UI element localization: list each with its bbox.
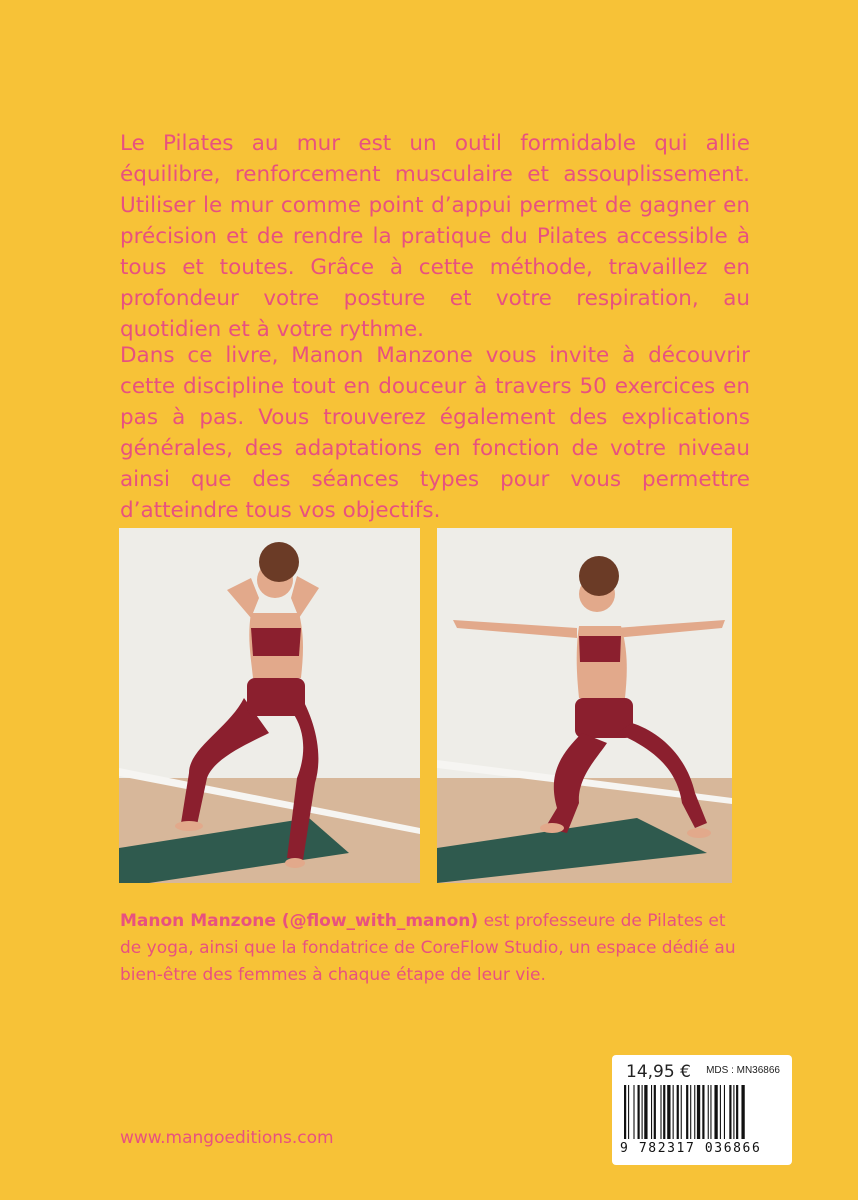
barcode-bar bbox=[736, 1085, 738, 1139]
mds-code: MDS : MN36866 bbox=[706, 1065, 780, 1076]
barcode-bar bbox=[633, 1085, 634, 1139]
barcode-bar bbox=[690, 1085, 691, 1139]
author-bio bbox=[120, 908, 750, 989]
barcode-bar bbox=[660, 1085, 661, 1139]
photo-wall-squat bbox=[119, 528, 420, 883]
barcode-bar bbox=[702, 1085, 704, 1139]
barcode-bar bbox=[644, 1085, 647, 1139]
barcode-bar bbox=[694, 1085, 695, 1139]
barcode-bar bbox=[741, 1085, 744, 1139]
photo-wall-lunge bbox=[437, 528, 732, 883]
barcode-bar bbox=[624, 1085, 626, 1139]
barcode-bar bbox=[724, 1085, 725, 1139]
barcode-bar bbox=[638, 1085, 640, 1139]
author-name: Manon Manzone (@flow_with_manon) bbox=[120, 911, 479, 931]
barcode-bar bbox=[710, 1085, 711, 1139]
barcode-bar bbox=[733, 1085, 734, 1139]
barcode-bar bbox=[628, 1085, 629, 1139]
barcode-bar bbox=[651, 1085, 652, 1139]
barcode-bar bbox=[720, 1085, 721, 1139]
description-paragraph-1: Le Pilates au mur est un outil formidable qui allie équilibre, renforcement musculaire et assouplissement. Utiliser le mur comme point d’appui permet de gagner en précision et de rendre la pratique du Pilates accessible à tous et toutes. Grâce à cette méthode, travaillez en profondeur votre posture et votre respiration, au quotidien et à votre rythme. bbox=[120, 131, 750, 342]
author-bio-text: est professeure de Pilates et de yoga, ainsi que la fondatrice de CoreFlow Studio, un espace dédié au bien-être des femmes à chaque étape de leur vie. bbox=[120, 911, 736, 985]
barcode-bar bbox=[673, 1085, 674, 1139]
barcode-box bbox=[612, 1055, 792, 1165]
barcode-bar bbox=[642, 1085, 643, 1139]
barcode-bars bbox=[622, 1085, 782, 1141]
publisher-website[interactable]: www.mangoeditions.com bbox=[120, 1128, 334, 1148]
barcode-bar bbox=[697, 1085, 700, 1139]
isbn-number: 9 782317 036866 bbox=[620, 1141, 762, 1156]
barcode-bar bbox=[729, 1085, 731, 1139]
barcode-bar bbox=[714, 1085, 717, 1139]
barcode-bar bbox=[677, 1085, 679, 1139]
description-paragraph-2: Dans ce livre, Manon Manzone vous invite à découvrir cette discipline tout en douceur à travers 50 exercices en pas à pas. Vous trouverez également des explications générales, des adaptations en fonction de votre niveau ainsi que des séances types pour vous permettre d’atteindre tous vos objectifs. bbox=[120, 343, 750, 523]
barcode-bar bbox=[708, 1085, 709, 1139]
barcode-bar bbox=[654, 1085, 656, 1139]
barcode-bar bbox=[663, 1085, 665, 1139]
barcode-bar bbox=[667, 1085, 670, 1139]
barcode-bar bbox=[681, 1085, 682, 1139]
price: 14,95 € bbox=[626, 1062, 691, 1082]
barcode-bar bbox=[686, 1085, 688, 1139]
